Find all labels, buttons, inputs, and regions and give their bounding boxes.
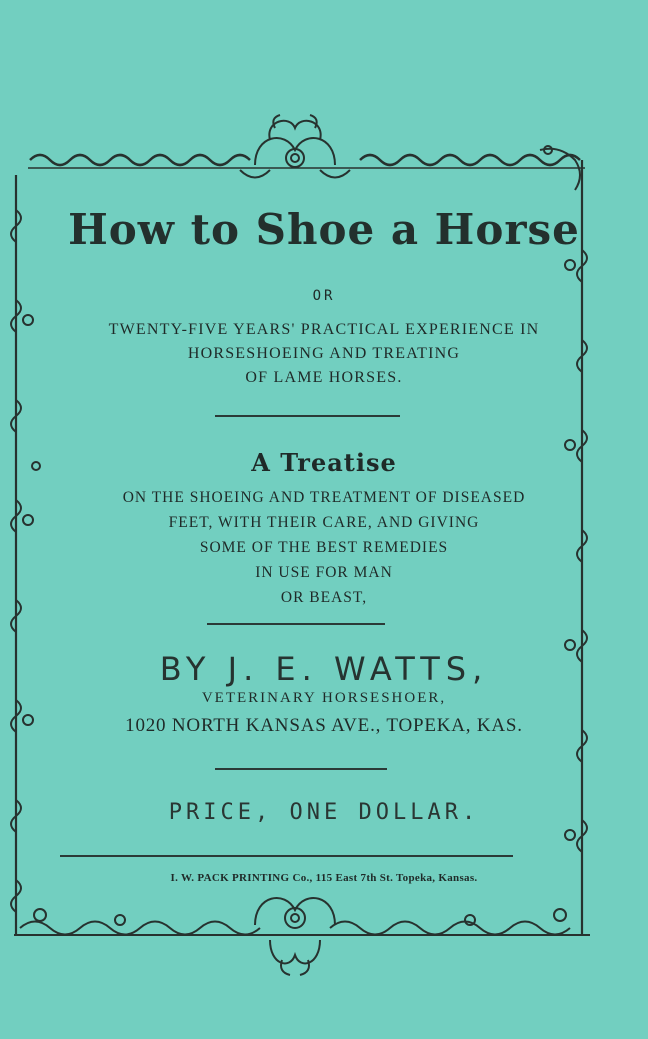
bottom-scroll-ornament [255, 898, 335, 975]
description-line: SOME OF THE BEST REMEDIES [199, 539, 449, 556]
price-line: PRICE, ONE DOLLAR. [168, 800, 480, 825]
printer-imprint: I. W. PACK PRINTING Co., 115 East 7th St. Topeka, Kansas. [170, 872, 478, 884]
subtitle-line: TWENTY-FIVE YEARS' PRACTICAL EXPERIENCE IN [108, 321, 540, 338]
author-role: VETERINARY HORSESHOER, [201, 690, 447, 706]
subtitle-line: OF LAME HORSES. [245, 369, 403, 386]
divider-rule [60, 855, 513, 857]
subtitle [0, 318, 648, 390]
description-line: IN USE FOR MAN [255, 564, 393, 581]
description-line: OR BEAST, [280, 589, 368, 606]
divider-rule [215, 415, 400, 417]
divider-rule [207, 623, 385, 625]
book-title: How to Shoe a Horse [68, 205, 580, 254]
author-name: BY J. E. WATTS, [159, 650, 489, 688]
author-address: 1020 NORTH KANSAS AVE., TOPEKA, KAS. [125, 715, 523, 736]
divider-rule [215, 768, 387, 770]
description [0, 485, 648, 610]
subtitle-line: HORSESHOEING AND TREATING [187, 345, 461, 362]
description-line: ON THE SHOEING AND TREATMENT OF DISEASED [122, 489, 526, 506]
treatise-heading: A Treatise [251, 448, 397, 477]
or-connector: OR [312, 288, 336, 304]
description-line: FEET, WITH THEIR CARE, AND GIVING [168, 514, 480, 531]
